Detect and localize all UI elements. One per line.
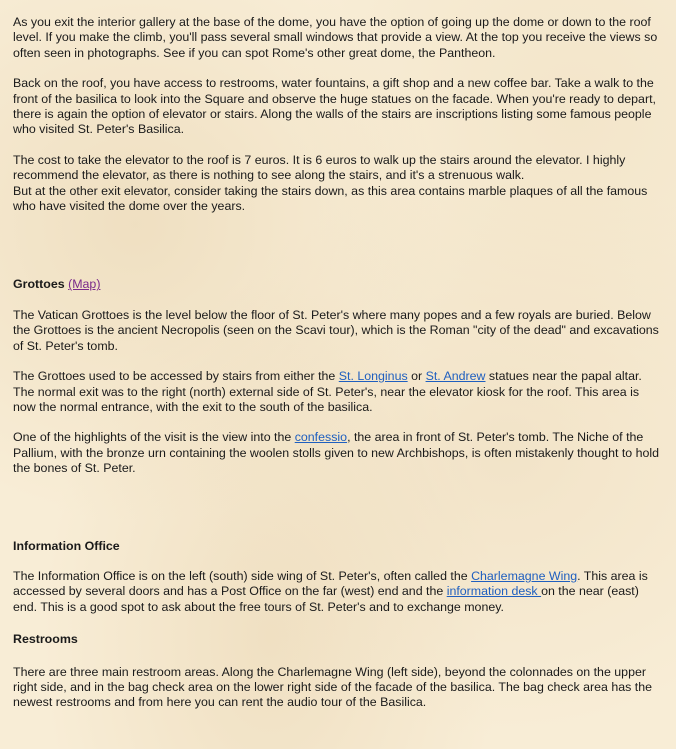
grottoes-p3-text-start: One of the highlights of the visit is the view into the [13, 430, 295, 445]
dome-paragraph-3 [13, 153, 664, 215]
info-text-end: on the near (east) end. This is a good spot to ask about the free tours of St. Peter's and to exchange money. [13, 584, 639, 614]
st-andrew-link[interactable]: St. Andrew [425, 369, 486, 384]
grottoes-map-link[interactable]: (Map) [68, 277, 101, 292]
grottoes-p3-text-end: , the area in front of St. Peter's tomb. The Niche of the Pallium, with the bronze urn containing the woolen stolls given to new Archbishops, is often mistakenly thought to hold the bones of St. Peter. [13, 430, 660, 476]
grottoes-p2-text-end: statues near the papal altar. The normal exit was to the right (north) external side of St. Peter's, near the elevator kiosk for the roof. This area is now the normal entrance, with the exit to the south of the basilica. [13, 369, 642, 414]
confessio-link[interactable]: confessio [294, 430, 348, 445]
information-office-paragraph [13, 569, 664, 615]
charlemagne-wing-link[interactable]: Charlemagne Wing [471, 568, 578, 583]
grottoes-p2-text-start: The Grottoes used to be accessed by stairs from either the [13, 369, 339, 384]
grottoes-heading-text: Grottoes [13, 277, 65, 292]
grottoes-paragraph-2 [13, 369, 664, 415]
restrooms-heading: Restrooms [13, 632, 78, 647]
info-text-mid: . This area is accessed by several doors and has a Post Office on the far (west) end and the [13, 568, 648, 599]
stairs-down-text: But at the other exit elevator, consider taking the stairs down, as this area contains marble plaques of all the famous who have visited the dome over the years. [13, 183, 648, 214]
information-office-heading: Information Office [13, 538, 120, 553]
grottoes-heading [13, 277, 664, 292]
dome-paragraph-2: Back on the roof, you have access to restrooms, water fountains, a gift shop and a new coffee bar. Take a walk to the front of the basilica to look into the Square and observe the huge statues on the facade. When you're ready to depart, there is again the option of elevator or stairs. Along the walls of the stairs are inscriptions listing some famous people who visited St. Peter's Basilica. [13, 76, 656, 137]
dome-paragraph-1: As you exit the interior gallery at the base of the dome, you have the option of going up the dome or down to the roof level. If you make the climb, you'll pass several small windows that provide a view. At the top you receive the views so often seen in photographs. See if you can spot Rome's other great dome, the Pantheon. [13, 15, 658, 60]
grottoes-paragraph-1: The Vatican Grottoes is the level below the floor of St. Peter's where many popes and a few royals are buried. Below the Grottoes is the ancient Necropolis (seen on the Scavi tour), which is the Roman "city of the dead" and excavations of St. Peter's tomb. [13, 307, 659, 353]
info-text-start: The Information Office is on the left (south) side wing of St. Peter's, often called the [13, 568, 472, 583]
st-longinus-link[interactable]: St. Longinus [338, 369, 408, 384]
information-desk-link[interactable]: information desk [446, 584, 542, 599]
grottoes-paragraph-3 [13, 430, 664, 476]
restrooms-paragraph: There are three main restroom areas. Along the Charlemagne Wing (left side), beyond the colonnades on the upper right side, and in the bag check area on the lower right side of the facade of the basilica. The bag check area has the newest restrooms and from here you can rent the audio tour of the Basilica. [13, 664, 652, 710]
grottoes-p2-text-or: or [407, 369, 426, 384]
elevator-cost-text: The cost to take the elevator to the roof is 7 euros. It is 6 euros to walk up the stairs around the elevator. I highly recommend the elevator, as there is nothing to see along the stairs, and it's a strenuous walk. [13, 152, 626, 183]
